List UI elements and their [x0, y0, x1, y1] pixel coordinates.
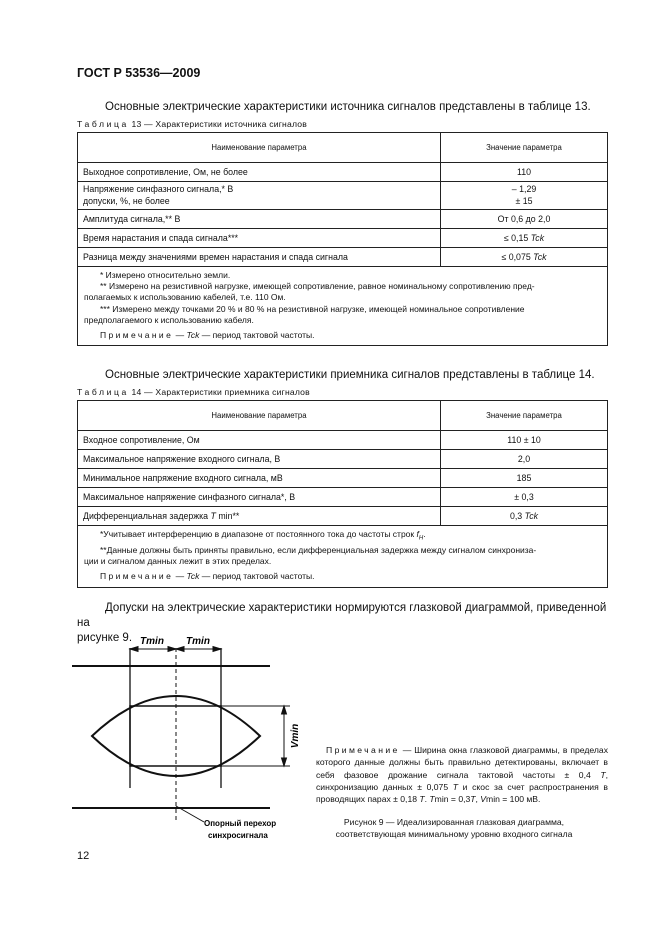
note-word: Примечание [100, 571, 174, 582]
note-text: , [475, 794, 481, 805]
footnote: ** Измерено на резистивной нагрузке, имеющей сопротивление, равное номинальному сопротивлению пред- [100, 281, 535, 292]
table-row [78, 182, 608, 210]
table-row [78, 431, 608, 450]
table-row [78, 488, 608, 507]
footnote-sub: H [418, 535, 424, 542]
table14-note [84, 571, 601, 582]
footnote: **Данные должны быть приняты правильно, если дифференциальная задержка между сигналом синхрониза- [100, 544, 537, 555]
row-value-line: ± 15 [515, 195, 533, 206]
row-param: Минимальное напряжение входного сигнала, мВ [78, 469, 441, 488]
tmin-left-label: Tmin [140, 636, 164, 647]
note-tck: Tck [186, 571, 200, 582]
page-number: 12 [77, 850, 90, 862]
tmin-right-label: Tmin [186, 636, 210, 647]
row-param: Максимальное напряжение синфазного сигнала*, В [78, 488, 441, 507]
note-text: и скос за счет распространения в проводящих парах ± 0,18 [316, 781, 608, 805]
note-italic: T [419, 794, 425, 805]
table-row [78, 163, 608, 182]
note-dash: — [173, 330, 187, 341]
row-value: ± 0,3 [441, 488, 608, 507]
table13-header-row [78, 133, 608, 163]
table-row [78, 248, 608, 267]
table-row [78, 210, 608, 229]
row-param: Время нарастания и спада сигнала*** [78, 229, 441, 248]
table13-notes [78, 267, 608, 346]
table14-col-value: Значение параметра [441, 401, 608, 431]
note-text: — период тактовой частоты. [199, 330, 315, 341]
row-value-unit: Tck [530, 233, 545, 243]
intro-table13-paragraph: Основные электрические характеристики источника сигналов представлены в таблице 13. [105, 101, 591, 113]
row-param-text: min** [215, 511, 240, 521]
footnote [84, 529, 601, 545]
footnote-continuation: ции и сигналом данных лежит в этих пределах. [84, 556, 272, 567]
table13-notes-row [78, 267, 608, 346]
note-tck: Tck [186, 330, 200, 341]
note-italic: T [452, 781, 459, 792]
table14-caption-text: 14 — Характеристики приемника сигналов [128, 387, 310, 397]
table13-caption-word: Таблица [77, 119, 129, 129]
vmin-arrow [282, 758, 287, 766]
figure9-caption-line: соответствующая минимальному уровню входного сигнала [335, 829, 573, 840]
table13-note [84, 330, 601, 341]
figure9-note [316, 744, 608, 805]
table14-col-param: Наименование параметра [78, 401, 441, 431]
document-code: ГОСТ Р 53536—2009 [77, 66, 201, 80]
footnote: *** Измерено между точками 20 % и 80 % на резистивной нагрузке, имеющей номинальное сопротивление [100, 303, 525, 314]
footnote-continuation: полагаемых к использованию кабелей, т.е. 110 Ом. [84, 292, 286, 303]
eye-paragraph-line: Допуски на электрические характеристики нормируются глазковой диаграммой, приведенной на [77, 602, 607, 629]
note-text: , синхронизацию данных ± 0,075 [316, 769, 608, 792]
intro-table14-paragraph: Основные электрические характеристики приемника сигналов представлены в таблице 14. [105, 369, 595, 381]
table14-header-row [78, 401, 608, 431]
row-value-text: ≤ 0,15 [503, 233, 531, 243]
table14-notes [78, 526, 608, 588]
eye-paragraph-line: рисунке 9. [77, 632, 133, 644]
table14-notes-row [78, 526, 608, 588]
row-value-line: – 1,29 [511, 184, 537, 194]
figure9-caption [300, 816, 608, 841]
note-italic: T [600, 769, 606, 780]
footnote-text: *Учитывает интерференцию в диапазоне от постоянного тока до частоты строк [100, 529, 417, 539]
table14-caption [77, 387, 310, 397]
table14 [77, 400, 608, 588]
table-row [78, 469, 608, 488]
note-dash: — [173, 571, 187, 582]
row-value [441, 229, 608, 248]
note-text: — период тактовой частоты. [199, 571, 315, 582]
footnote-text: . [423, 529, 426, 539]
row-value-text: ≤ 0,075 [501, 252, 534, 262]
note-word: Примечание [100, 330, 174, 341]
row-value: От 0,6 до 2,0 [441, 210, 608, 229]
tmin-arrow [130, 647, 138, 652]
row-value: 110 ± 10 [441, 431, 608, 450]
footnote-continuation: предполагаемого к использованию кабеля. [84, 314, 254, 325]
table13-col-param: Наименование параметра [78, 133, 441, 163]
footnote: * Измерено относительно земли. [100, 270, 231, 280]
footnote-f: f [416, 529, 419, 539]
row-param: Разница между значениями времен нарастания и спада сигнала [78, 248, 441, 267]
tmin-arrow [213, 647, 221, 652]
row-value-unit: Tck [533, 252, 547, 262]
figure9-caption-line: Рисунок 9 — Идеализированная глазковая диаграмма, [343, 817, 565, 827]
row-value-unit: Tck [524, 511, 539, 521]
table13-caption [77, 119, 307, 129]
row-param [78, 182, 441, 210]
table14-caption-word: Таблица [77, 387, 129, 397]
table13-caption-text: 13 — Характеристики источника сигналов [128, 119, 308, 129]
table-row [78, 229, 608, 248]
row-param-line: допуски, %, не более [83, 195, 170, 206]
vmin-arrow [282, 706, 287, 714]
note-italic: V [480, 794, 487, 805]
note-italic: T [470, 794, 476, 805]
table-row [78, 507, 608, 526]
row-value [441, 248, 608, 267]
row-value-text: 0,3 [509, 511, 525, 521]
table13-col-value: Значение параметра [441, 133, 608, 163]
row-value: 2,0 [441, 450, 608, 469]
table13 [77, 132, 608, 346]
row-param-text: Дифференциальная задержка [83, 511, 211, 521]
row-value [441, 507, 608, 526]
row-value: 185 [441, 469, 608, 488]
row-param-line: Напряжение синфазного сигнала,* В [83, 184, 234, 194]
note-word: Примечание [326, 745, 400, 755]
note-text: min = 0,3 [434, 794, 471, 805]
row-param-italic: T [210, 511, 216, 521]
note-italic: T [429, 794, 435, 805]
note-text: min = 100 мВ. [486, 794, 541, 805]
reference-label-line2: синхросигнала [208, 831, 268, 840]
vmin-label: Vmin [290, 723, 301, 749]
tmin-arrow [176, 647, 184, 652]
reference-label-line1: Опорный перехор [204, 819, 277, 828]
row-param: Амплитуда сигнала,** В [78, 210, 441, 229]
row-param: Максимальное напряжение входного сигнала, В [78, 450, 441, 469]
eye-diagram [70, 628, 310, 848]
row-value [441, 182, 608, 210]
row-value: 110 [441, 163, 608, 182]
row-param: Входное сопротивление, Ом [78, 431, 441, 450]
note-text: . [424, 794, 430, 805]
row-param [78, 507, 441, 526]
table-row [78, 450, 608, 469]
note-text: — Ширина окна глазковой диаграммы, в пределах которого данные должны быть правильно детектированы, включает в себя фазовое дрожание сигнала тактовой частоты ± 0,4 [316, 745, 608, 780]
row-param: Выходное сопротивление, Ом, не более [78, 163, 441, 182]
